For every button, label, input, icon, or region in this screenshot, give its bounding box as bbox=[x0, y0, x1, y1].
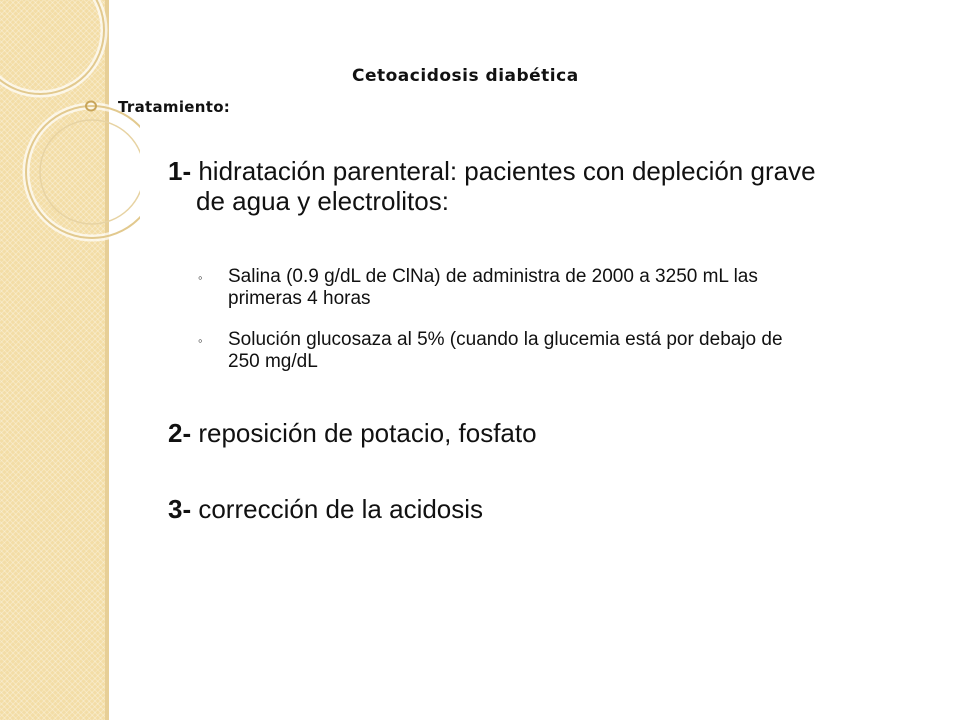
subitem-text-line1: Salina (0.9 g/dL de ClNa) de administra de 2000 a 3250 mL las bbox=[228, 266, 758, 287]
treatment-item-2 bbox=[168, 418, 537, 448]
item-text-line1: hidratación parenteral: pacientes con depleción grave bbox=[191, 156, 816, 186]
item-number: 3- bbox=[168, 494, 192, 524]
treatment-item-1 bbox=[168, 156, 928, 216]
subitem-saline bbox=[198, 266, 928, 310]
subitem-glucose bbox=[198, 329, 928, 373]
item-number: 2- bbox=[168, 418, 192, 448]
slide-subtitle: Tratamiento: bbox=[118, 98, 231, 116]
ring-bullet-icon bbox=[82, 99, 100, 113]
treatment-item-3 bbox=[168, 494, 483, 524]
decorative-rings bbox=[0, 0, 140, 300]
item-text: corrección de la acidosis bbox=[191, 494, 484, 524]
subitem-text-line1: Solución glucosaza al 5% (cuando la glucemia está por debajo de bbox=[228, 329, 783, 350]
subitem-text-line2: 250 mg/dL bbox=[228, 351, 318, 372]
hollow-bullet-icon: ◦ bbox=[198, 333, 203, 348]
slide-title: Cetoacidosis diabética bbox=[352, 66, 579, 86]
subitem-text-line2: primeras 4 horas bbox=[228, 288, 371, 309]
item-number: 1- bbox=[168, 156, 192, 186]
item-text-line2: de agua y electrolitos: bbox=[196, 186, 449, 216]
hollow-bullet-icon: ◦ bbox=[198, 270, 203, 285]
item-text: reposición de potacio, fosfato bbox=[191, 418, 537, 448]
